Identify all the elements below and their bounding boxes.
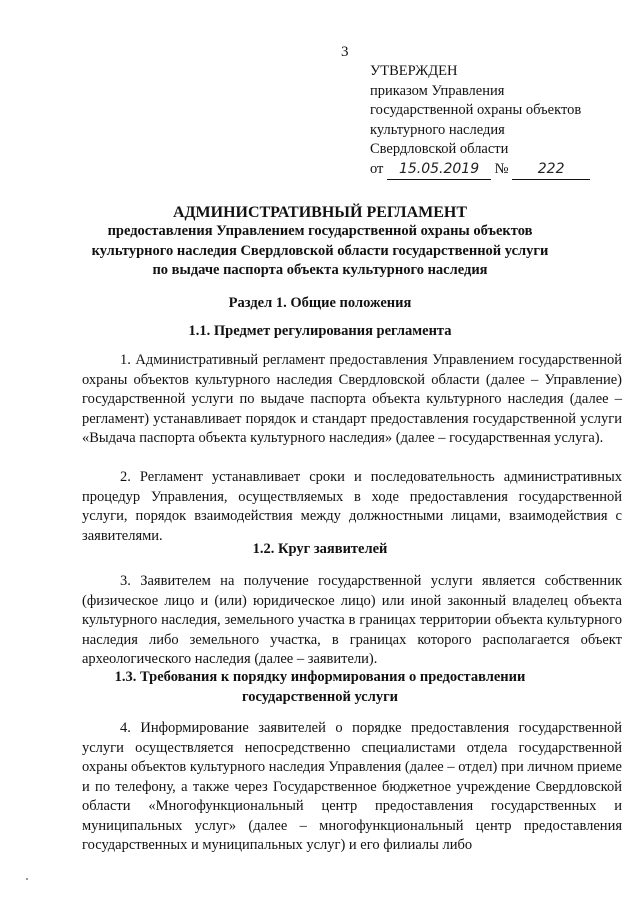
approval-line: Свердловской области xyxy=(370,141,509,157)
handwritten-number: 222 xyxy=(512,160,590,181)
subtitle-line: по выдаче паспорта объекта культурного наследия xyxy=(152,262,488,278)
handwritten-date: 15.05.2019 xyxy=(387,160,491,181)
section-title: Раздел 1. Общие положения xyxy=(228,295,412,311)
subtitle-line: культурного наследия Свердловской области государственной услуги xyxy=(91,242,549,259)
approval-stamp xyxy=(370,62,590,180)
approval-line: приказом Управления xyxy=(370,82,505,99)
approval-heading: УТВЕРЖДЕН xyxy=(370,63,458,79)
date-prefix: от xyxy=(370,160,384,177)
subsection-title-line: 1.3. Требования к порядку информирования о предоставлении xyxy=(114,669,526,685)
paragraph: 4. Информирование заявителей о порядке предоставления государственной услуги осуществляется непосредственно специалистами отдела государственной охраны объектов культурного наследия Управления (далее – отдел) при личном приеме и по телефону, а также через Государственное бюджетное учреждение Свердловской области «Многофункциональный центр предоставления государственных и муниципальных услуг» (далее – многофункциональный центр предоставления государственных и муниципальных услуг) и его филиалы либо xyxy=(82,720,622,853)
approval-date-line xyxy=(370,160,590,181)
subsection-title: 1.2. Круг заявителей xyxy=(252,541,388,557)
approval-line: государственной охраны объектов xyxy=(370,102,582,118)
paragraph: 3. Заявителем на получение государственной услуги является собственник (физическое лицо и (или) юридическое лицо) или иной законный владелец объекта культурного наследия, земельного участка в границах территории объекта культурного наследия либо земельного участка, в границах которого располагается объект археологического наследия (далее – заявители). xyxy=(82,573,622,667)
approval-line: культурного наследия xyxy=(370,121,505,138)
paragraph: 1. Административный регламент предоставления Управлением государственной охраны объектов культурного наследия Свердловской области (далее – Управление) государственной услуги по выдаче паспорта объекта культурного наследия (далее – регламент) устанавливает порядок и стандарт предоставления государственной услуги «Выдача паспорта объекта культурного наследия» (далее – государственная услуга). xyxy=(82,352,622,446)
number-sign: № xyxy=(494,160,509,177)
subtitle-line: предоставления Управлением государственной охраны объектов xyxy=(107,223,533,239)
document-subtitle xyxy=(0,222,640,281)
subsection-title: 1.1. Предмет регулирования регламента xyxy=(188,323,452,339)
subsection-title xyxy=(0,668,640,707)
document-title: АДМИНИСТРАТИВНЫЙ РЕГЛАМЕНТ xyxy=(172,204,468,221)
page-number: 3 xyxy=(341,44,349,60)
scan-speck xyxy=(26,878,28,880)
paragraph: 2. Регламент устанавливает сроки и последовательность административных процедур Управления, осуществляемых в ходе предоставления государственной услуги, порядок взаимодействия между должностными лицами, взаимодействия с заявителями. xyxy=(82,469,622,544)
subsection-title-line: государственной услуги xyxy=(241,688,399,705)
